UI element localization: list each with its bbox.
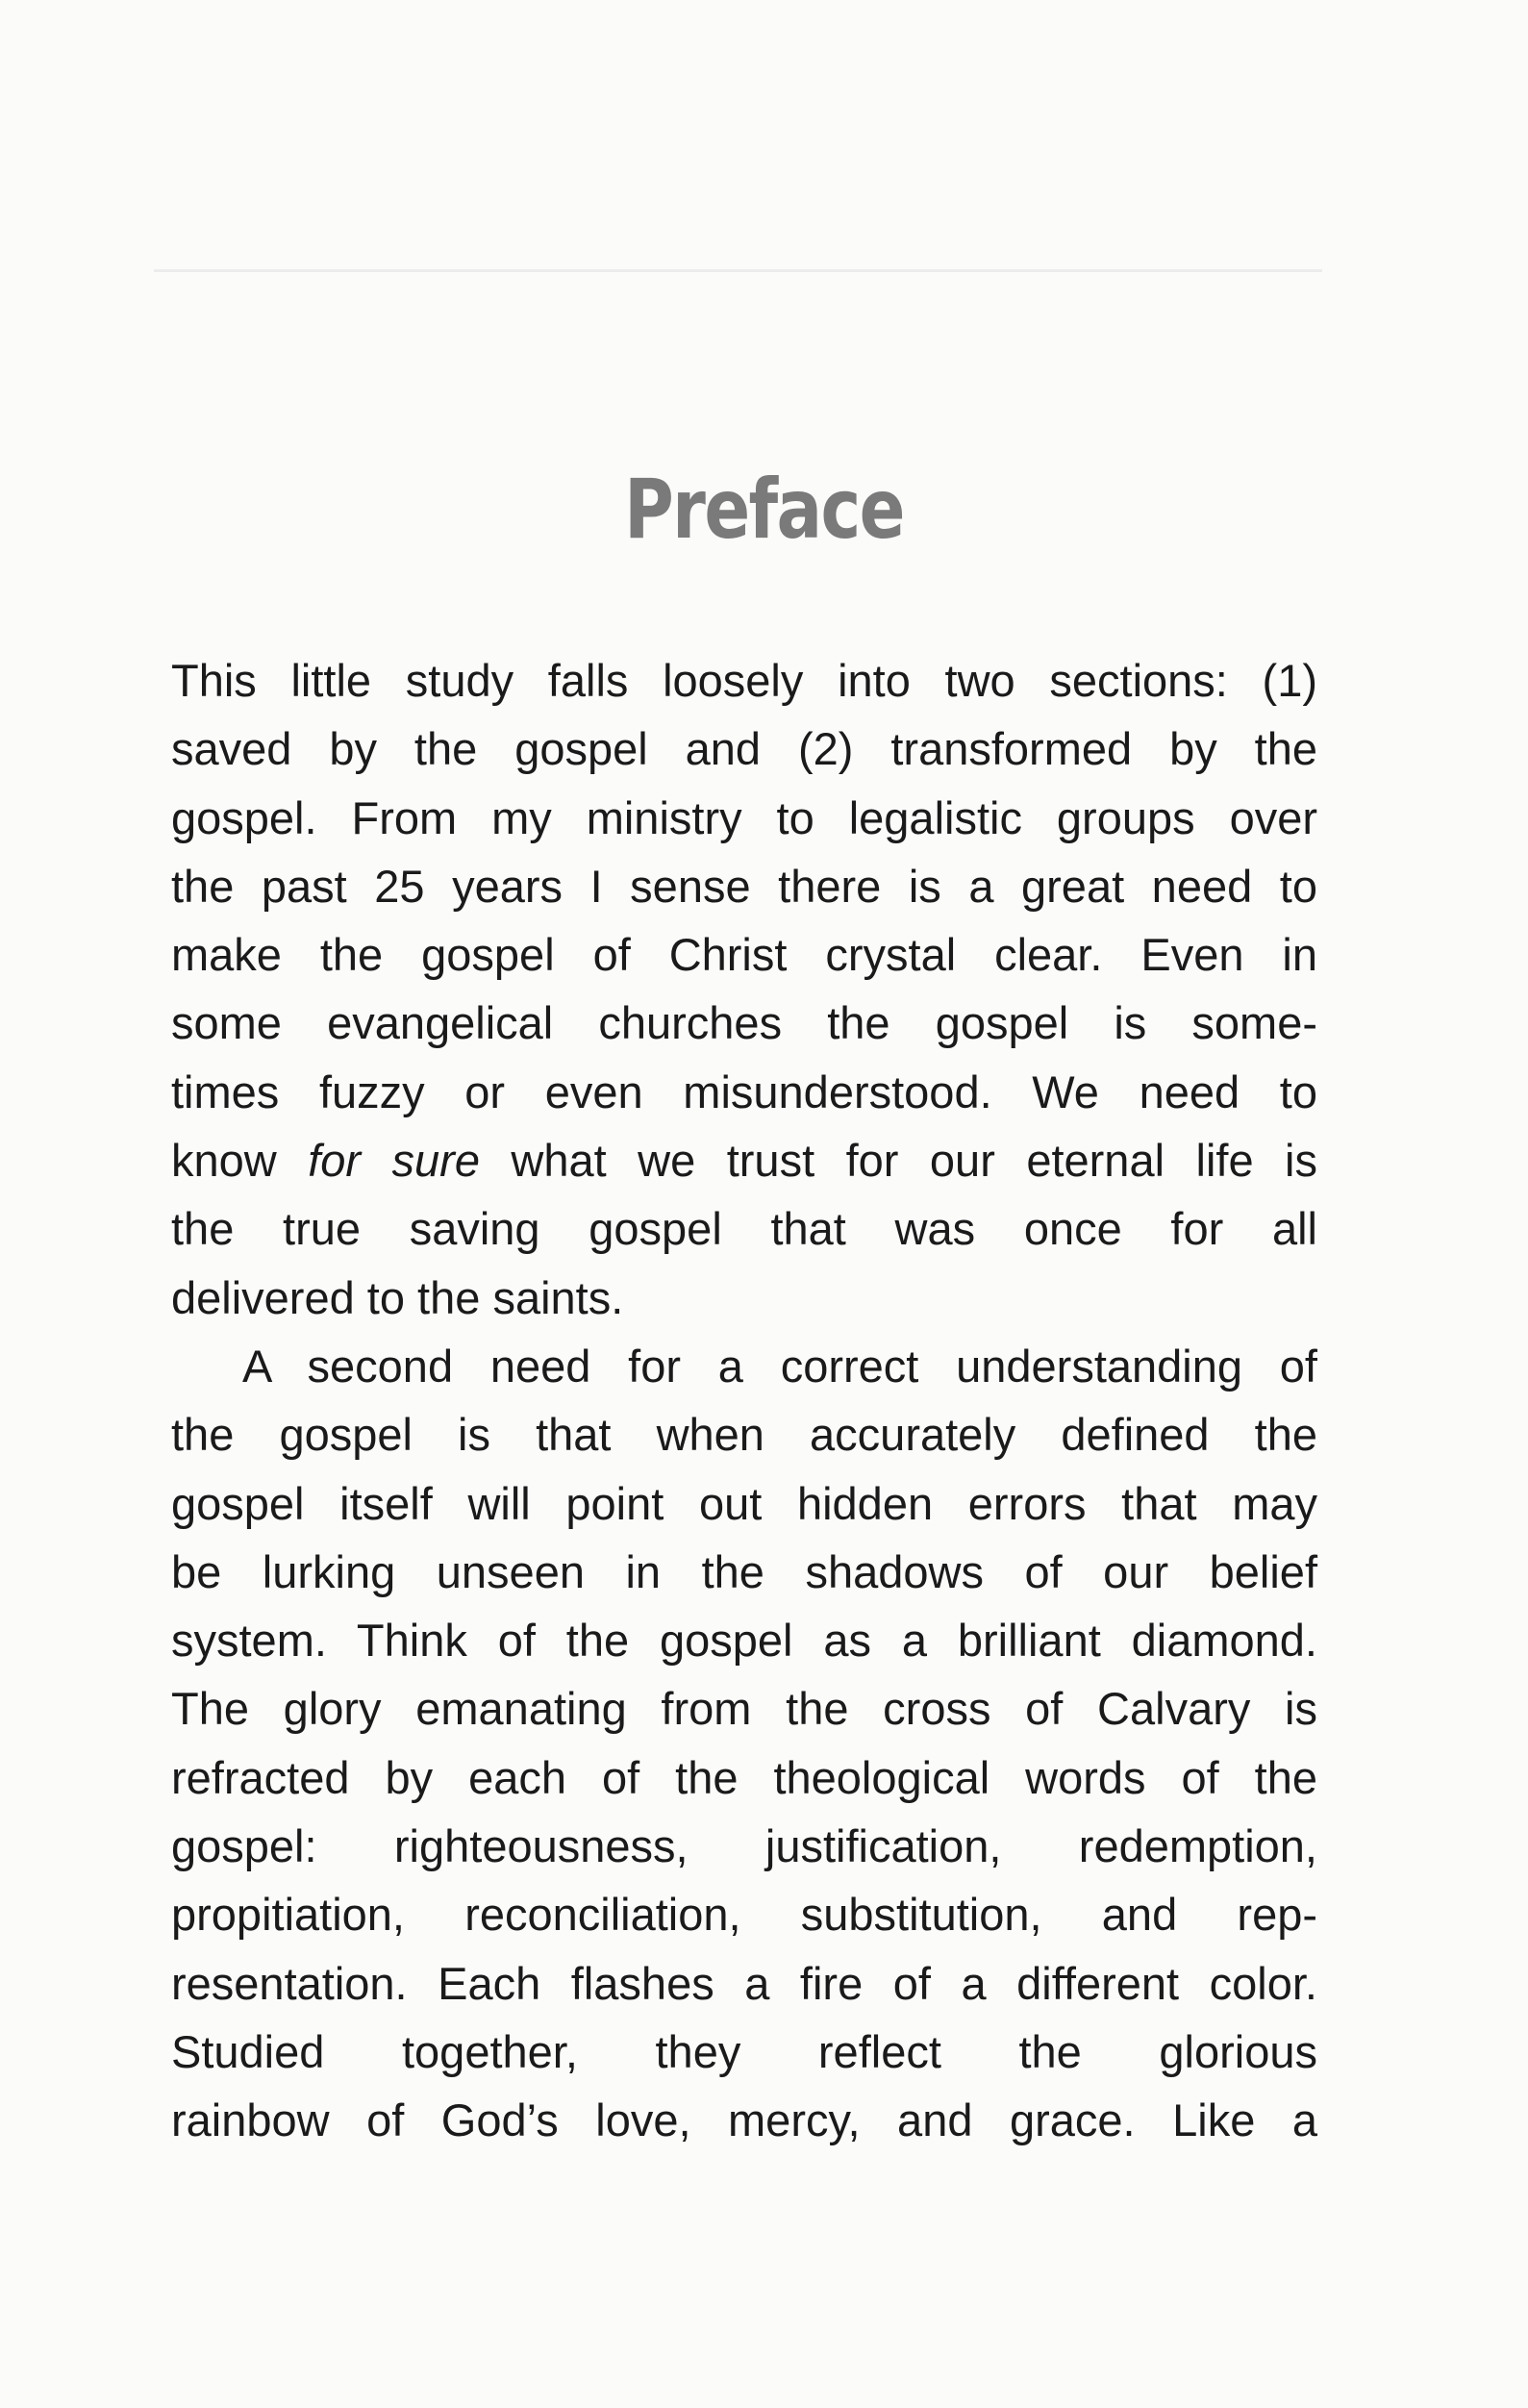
chapter-title: Preface [624,462,904,558]
text-line: delivered to the saints. [171,1271,624,1323]
text-line: gospel. From my ministry to legalistic groups over [171,791,1317,843]
text-line: This little study falls loosely into two sections: (1) [171,655,1317,706]
text-line: A second need for a correct understanding of [242,1340,1317,1392]
body-text [171,646,1317,2155]
text-line: gospel: righteousness, justification, redemption, [171,1820,1317,1872]
text-line: saved by the gospel and (2) transformed by the [171,723,1317,775]
emphasis-text: for sure [308,1135,480,1187]
text-line: the past 25 years I sense there is a great need to [171,860,1317,912]
text-line: refracted by each of the theological words of the [171,1751,1317,1803]
text-line: resentation. Each flashes a fire of a different color. [171,1957,1317,2009]
text-line: Studied together, they reflect the glorious [171,2025,1317,2077]
bleed-through-rule [154,269,1322,272]
text-line: gospel itself will point out hidden errors that may [171,1477,1317,1529]
text-line: system. Think of the gospel as a brilliant diamond. [171,1615,1317,1667]
text-line: know for sure what we trust for our eternal life is [171,1135,1317,1187]
text-line: some evangelical churches the gospel is some- [171,997,1317,1049]
text-line: the true saving gospel that was once for all [171,1203,1317,1255]
text-line: times fuzzy or even misunderstood. We need to [171,1066,1317,1117]
text-line: be lurking unseen in the shadows of our belief [171,1545,1317,1597]
text-line: make the gospel of Christ crystal clear. Even in [171,929,1317,981]
text-line: rainbow of God’s love, mercy, and grace. Like a [171,2094,1317,2146]
text-line: propitiation, reconciliation, substitution, and rep- [171,1889,1317,1941]
text-line: The glory emanating from the cross of Calvary is [171,1683,1317,1735]
text-line: the gospel is that when accurately defined the [171,1409,1317,1461]
